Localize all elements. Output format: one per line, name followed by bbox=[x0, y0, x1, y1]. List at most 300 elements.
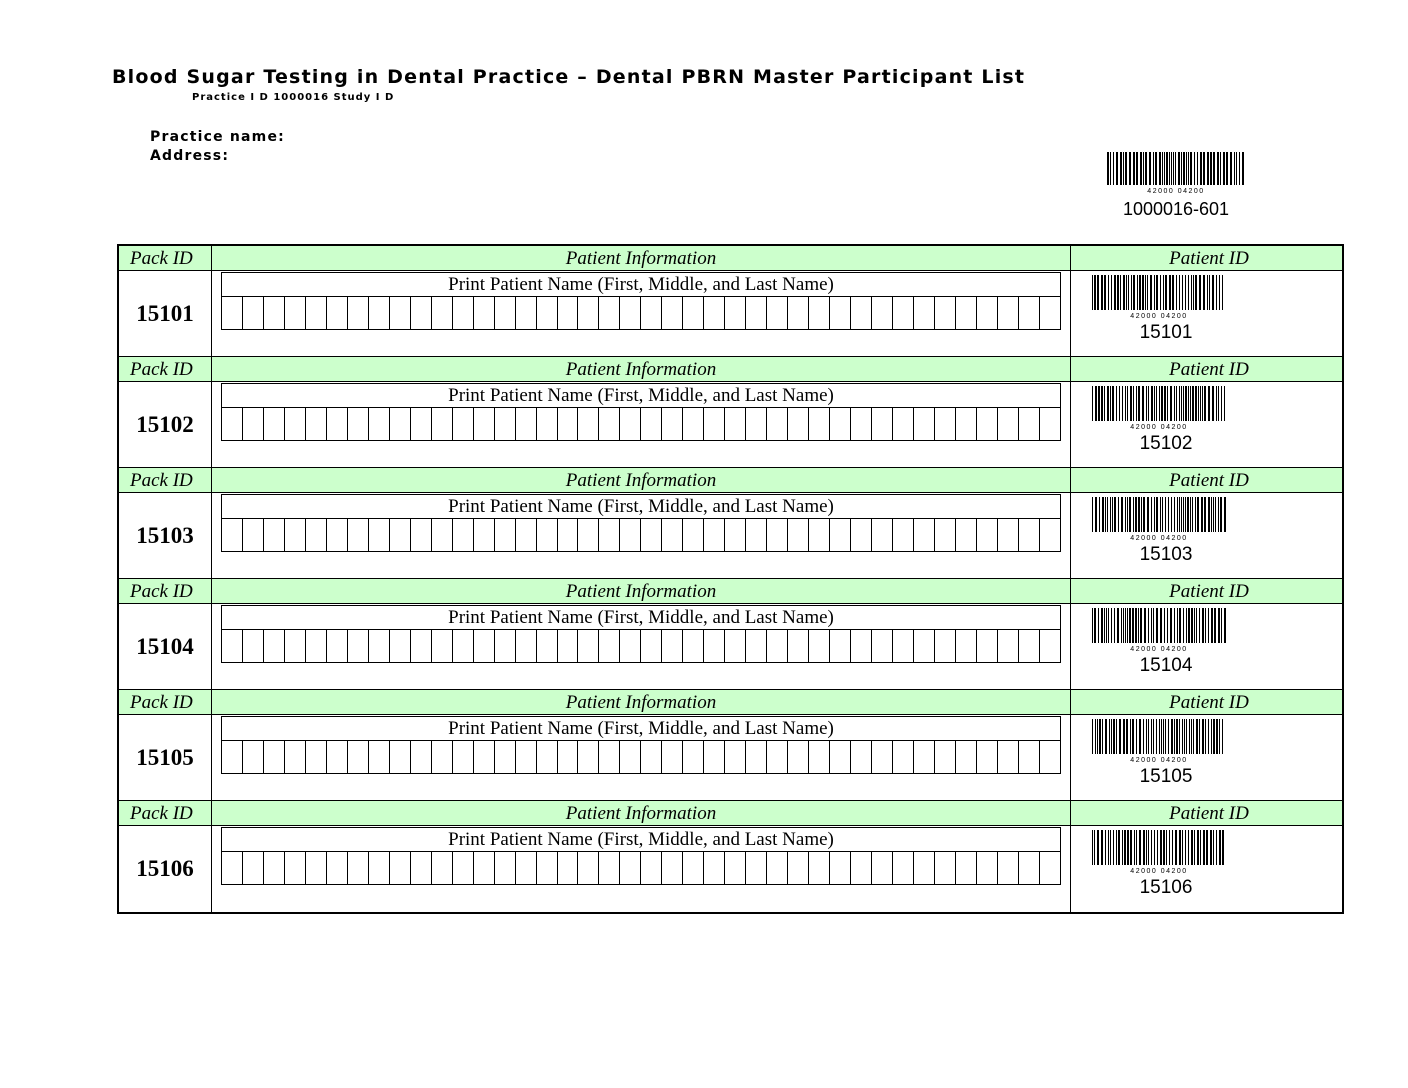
patient-name-letter-cells[interactable] bbox=[222, 519, 1060, 551]
letter-cell[interactable] bbox=[347, 741, 368, 773]
letter-cell[interactable] bbox=[347, 630, 368, 662]
barcode-bar bbox=[1224, 497, 1226, 532]
letter-cell[interactable] bbox=[284, 630, 305, 662]
patient-name-letter-cells[interactable] bbox=[222, 852, 1060, 884]
letter-cell[interactable] bbox=[431, 741, 452, 773]
letter-cell[interactable] bbox=[640, 741, 661, 773]
letter-cell[interactable] bbox=[389, 408, 410, 440]
barcode-bar bbox=[1129, 608, 1131, 643]
letter-cell[interactable] bbox=[724, 519, 745, 551]
letter-cell[interactable] bbox=[619, 741, 640, 773]
letter-cell[interactable] bbox=[787, 741, 808, 773]
letter-cell[interactable] bbox=[724, 630, 745, 662]
letter-cell[interactable] bbox=[284, 408, 305, 440]
letter-cell[interactable] bbox=[494, 408, 515, 440]
letter-cell[interactable] bbox=[577, 852, 598, 884]
letter-cell[interactable] bbox=[955, 741, 976, 773]
table-row bbox=[119, 715, 1342, 801]
letter-cell[interactable] bbox=[850, 297, 871, 329]
letter-cell[interactable] bbox=[1039, 519, 1060, 551]
letter-cell[interactable] bbox=[222, 741, 242, 773]
letter-cell[interactable] bbox=[745, 852, 766, 884]
letter-cell[interactable] bbox=[892, 741, 913, 773]
letter-cell[interactable] bbox=[871, 519, 892, 551]
barcode-bar bbox=[1116, 830, 1117, 865]
letter-cell[interactable] bbox=[808, 741, 829, 773]
letter-cell[interactable] bbox=[305, 408, 326, 440]
letter-cell[interactable] bbox=[473, 297, 494, 329]
letter-cell[interactable] bbox=[661, 297, 682, 329]
letter-cell[interactable] bbox=[976, 741, 997, 773]
letter-cell[interactable] bbox=[577, 630, 598, 662]
patient-name-box[interactable] bbox=[221, 716, 1061, 774]
letter-cell[interactable] bbox=[1018, 408, 1039, 440]
patient-barcode bbox=[1091, 830, 1227, 874]
letter-cell[interactable] bbox=[410, 741, 431, 773]
letter-cell[interactable] bbox=[955, 519, 976, 551]
letter-cell[interactable] bbox=[284, 852, 305, 884]
letter-cell[interactable] bbox=[808, 519, 829, 551]
letter-cell[interactable] bbox=[682, 297, 703, 329]
letter-cell[interactable] bbox=[557, 741, 578, 773]
letter-cell[interactable] bbox=[955, 852, 976, 884]
letter-cell[interactable] bbox=[347, 408, 368, 440]
letter-cell[interactable] bbox=[913, 408, 934, 440]
letter-cell[interactable] bbox=[1018, 630, 1039, 662]
barcode-bar bbox=[1092, 719, 1093, 754]
letter-cell[interactable] bbox=[640, 630, 661, 662]
letter-cell[interactable] bbox=[536, 297, 557, 329]
barcode-bar bbox=[1092, 497, 1093, 532]
letter-cell[interactable] bbox=[703, 519, 724, 551]
letter-cell[interactable] bbox=[242, 297, 263, 329]
letter-cell[interactable] bbox=[598, 852, 619, 884]
letter-cell[interactable] bbox=[871, 408, 892, 440]
letter-cell[interactable] bbox=[263, 297, 284, 329]
letter-cell[interactable] bbox=[494, 741, 515, 773]
barcode-bar bbox=[1196, 608, 1197, 643]
letter-cell[interactable] bbox=[808, 852, 829, 884]
letter-cell[interactable] bbox=[598, 297, 619, 329]
letter-cell[interactable] bbox=[787, 408, 808, 440]
letter-cell[interactable] bbox=[934, 408, 955, 440]
letter-cell[interactable] bbox=[515, 852, 536, 884]
letter-cell[interactable] bbox=[892, 408, 913, 440]
letter-cell[interactable] bbox=[557, 408, 578, 440]
letter-cell[interactable] bbox=[222, 630, 242, 662]
practice-name-label: Practice name: bbox=[150, 129, 285, 145]
letter-cell[interactable] bbox=[640, 519, 661, 551]
letter-cell[interactable] bbox=[850, 852, 871, 884]
letter-cell[interactable] bbox=[598, 741, 619, 773]
barcode-bar bbox=[1114, 497, 1116, 532]
letter-cell[interactable] bbox=[368, 741, 389, 773]
barcode-bar bbox=[1199, 608, 1200, 643]
participant-table bbox=[117, 244, 1344, 914]
barcode-bar bbox=[1159, 719, 1160, 754]
letter-cell[interactable] bbox=[1018, 741, 1039, 773]
table-row bbox=[119, 493, 1342, 579]
barcode-bar bbox=[1104, 386, 1105, 421]
letter-cell[interactable] bbox=[263, 630, 284, 662]
letter-cell[interactable] bbox=[703, 630, 724, 662]
letter-cell[interactable] bbox=[389, 519, 410, 551]
barcode-bar bbox=[1175, 152, 1176, 185]
letter-cell[interactable] bbox=[368, 852, 389, 884]
letter-cell[interactable] bbox=[1039, 297, 1060, 329]
letter-cell[interactable] bbox=[829, 297, 850, 329]
letter-cell[interactable] bbox=[976, 408, 997, 440]
patient-name-letter-cells[interactable] bbox=[222, 408, 1060, 440]
barcode-bar bbox=[1110, 152, 1111, 185]
letter-cell[interactable] bbox=[766, 297, 787, 329]
letter-cell[interactable] bbox=[934, 852, 955, 884]
pack-id: 15105 bbox=[119, 715, 212, 800]
letter-cell[interactable] bbox=[955, 630, 976, 662]
patient-name-box[interactable] bbox=[221, 272, 1061, 330]
letter-cell[interactable] bbox=[452, 519, 473, 551]
letter-cell[interactable] bbox=[661, 852, 682, 884]
letter-cell[interactable] bbox=[913, 519, 934, 551]
barcode-bar bbox=[1200, 830, 1201, 865]
letter-cell[interactable] bbox=[431, 297, 452, 329]
letter-cell[interactable] bbox=[682, 519, 703, 551]
letter-cell[interactable] bbox=[515, 741, 536, 773]
letter-cell[interactable] bbox=[368, 519, 389, 551]
letter-cell[interactable] bbox=[326, 741, 347, 773]
letter-cell[interactable] bbox=[473, 852, 494, 884]
letter-cell[interactable] bbox=[682, 852, 703, 884]
letter-cell[interactable] bbox=[389, 741, 410, 773]
letter-cell[interactable] bbox=[389, 852, 410, 884]
letter-cell[interactable] bbox=[452, 297, 473, 329]
barcode-bar bbox=[1191, 275, 1192, 310]
patient-name-letter-cells[interactable] bbox=[222, 297, 1060, 329]
letter-cell[interactable] bbox=[871, 741, 892, 773]
letter-cell[interactable] bbox=[473, 519, 494, 551]
letter-cell[interactable] bbox=[871, 297, 892, 329]
letter-cell[interactable] bbox=[242, 519, 263, 551]
barcode-bar bbox=[1164, 152, 1165, 185]
letter-cell[interactable] bbox=[577, 741, 598, 773]
letter-cell[interactable] bbox=[829, 741, 850, 773]
barcode-bar bbox=[1153, 719, 1154, 754]
letter-cell[interactable] bbox=[766, 630, 787, 662]
letter-cell[interactable] bbox=[452, 741, 473, 773]
letter-cell[interactable] bbox=[577, 408, 598, 440]
letter-cell[interactable] bbox=[829, 519, 850, 551]
letter-cell[interactable] bbox=[452, 630, 473, 662]
letter-cell[interactable] bbox=[494, 852, 515, 884]
letter-cell[interactable] bbox=[263, 408, 284, 440]
letter-cell[interactable] bbox=[787, 852, 808, 884]
patient-name-box[interactable] bbox=[221, 494, 1061, 552]
letter-cell[interactable] bbox=[892, 630, 913, 662]
letter-cell[interactable] bbox=[263, 519, 284, 551]
letter-cell[interactable] bbox=[871, 852, 892, 884]
letter-cell[interactable] bbox=[284, 741, 305, 773]
letter-cell[interactable] bbox=[326, 519, 347, 551]
letter-cell[interactable] bbox=[577, 297, 598, 329]
barcode-bar bbox=[1116, 386, 1117, 421]
letter-cell[interactable] bbox=[410, 297, 431, 329]
barcode-bar bbox=[1147, 275, 1148, 310]
letter-cell[interactable] bbox=[661, 408, 682, 440]
letter-cell[interactable] bbox=[724, 741, 745, 773]
letter-cell[interactable] bbox=[305, 741, 326, 773]
letter-cell[interactable] bbox=[934, 741, 955, 773]
letter-cell[interactable] bbox=[766, 852, 787, 884]
letter-cell[interactable] bbox=[305, 297, 326, 329]
barcode-bar bbox=[1187, 497, 1189, 532]
letter-cell[interactable] bbox=[892, 297, 913, 329]
letter-cell[interactable] bbox=[892, 519, 913, 551]
barcode-bar bbox=[1130, 719, 1131, 754]
patient-name-box[interactable] bbox=[221, 827, 1061, 885]
patient-barcode bbox=[1091, 608, 1227, 652]
letter-cell[interactable] bbox=[619, 852, 640, 884]
letter-cell[interactable] bbox=[997, 852, 1018, 884]
letter-cell[interactable] bbox=[410, 630, 431, 662]
letter-cell[interactable] bbox=[745, 630, 766, 662]
letter-cell[interactable] bbox=[745, 519, 766, 551]
letter-cell[interactable] bbox=[242, 408, 263, 440]
letter-cell[interactable] bbox=[745, 297, 766, 329]
letter-cell[interactable] bbox=[955, 297, 976, 329]
letter-cell[interactable] bbox=[242, 852, 263, 884]
letter-cell[interactable] bbox=[724, 852, 745, 884]
barcode-bar bbox=[1102, 719, 1103, 754]
letter-cell[interactable] bbox=[703, 741, 724, 773]
letter-cell[interactable] bbox=[682, 408, 703, 440]
letter-cell[interactable] bbox=[1039, 741, 1060, 773]
letter-cell[interactable] bbox=[598, 519, 619, 551]
letter-cell[interactable] bbox=[913, 741, 934, 773]
letter-cell[interactable] bbox=[368, 630, 389, 662]
patient-name-box[interactable] bbox=[221, 383, 1061, 441]
barcode-bar bbox=[1107, 497, 1108, 532]
letter-cell[interactable] bbox=[326, 408, 347, 440]
letter-cell[interactable] bbox=[976, 630, 997, 662]
practice-barcode-number: 1000016-601 bbox=[1122, 199, 1230, 219]
letter-cell[interactable] bbox=[494, 297, 515, 329]
letter-cell[interactable] bbox=[913, 297, 934, 329]
letter-cell[interactable] bbox=[787, 630, 808, 662]
patient-name-letter-cells[interactable] bbox=[222, 630, 1060, 662]
letter-cell[interactable] bbox=[347, 297, 368, 329]
letter-cell[interactable] bbox=[619, 519, 640, 551]
letter-cell[interactable] bbox=[222, 408, 242, 440]
barcode-bar bbox=[1199, 719, 1200, 754]
letter-cell[interactable] bbox=[976, 297, 997, 329]
letter-cell[interactable] bbox=[410, 519, 431, 551]
letter-cell[interactable] bbox=[829, 408, 850, 440]
letter-cell[interactable] bbox=[997, 408, 1018, 440]
letter-cell[interactable] bbox=[997, 630, 1018, 662]
letter-cell[interactable] bbox=[557, 630, 578, 662]
letter-cell[interactable] bbox=[724, 408, 745, 440]
letter-cell[interactable] bbox=[1018, 852, 1039, 884]
letter-cell[interactable] bbox=[347, 519, 368, 551]
letter-cell[interactable] bbox=[640, 852, 661, 884]
letter-cell[interactable] bbox=[997, 519, 1018, 551]
letter-cell[interactable] bbox=[934, 519, 955, 551]
letter-cell[interactable] bbox=[829, 852, 850, 884]
letter-cell[interactable] bbox=[222, 297, 242, 329]
letter-cell[interactable] bbox=[452, 852, 473, 884]
letter-cell[interactable] bbox=[389, 630, 410, 662]
letter-cell[interactable] bbox=[431, 519, 452, 551]
letter-cell[interactable] bbox=[871, 630, 892, 662]
barcode-bar bbox=[1223, 152, 1225, 185]
letter-cell[interactable] bbox=[955, 408, 976, 440]
letter-cell[interactable] bbox=[808, 630, 829, 662]
barcode-bar bbox=[1133, 275, 1135, 310]
patient-barcode bbox=[1091, 719, 1227, 763]
letter-cell[interactable] bbox=[976, 852, 997, 884]
letter-cell[interactable] bbox=[1018, 519, 1039, 551]
letter-cell[interactable] bbox=[934, 630, 955, 662]
letter-cell[interactable] bbox=[452, 408, 473, 440]
barcode-bar bbox=[1171, 152, 1172, 185]
barcode-bar bbox=[1197, 497, 1199, 532]
letter-cell[interactable] bbox=[515, 297, 536, 329]
letter-cell[interactable] bbox=[263, 741, 284, 773]
letter-cell[interactable] bbox=[536, 408, 557, 440]
letter-cell[interactable] bbox=[934, 297, 955, 329]
letter-cell[interactable] bbox=[494, 519, 515, 551]
letter-cell[interactable] bbox=[619, 408, 640, 440]
barcode-digits: 42000 04200 bbox=[1130, 535, 1188, 541]
letter-cell[interactable] bbox=[494, 630, 515, 662]
letter-cell[interactable] bbox=[745, 741, 766, 773]
letter-cell[interactable] bbox=[1039, 408, 1060, 440]
letter-cell[interactable] bbox=[808, 408, 829, 440]
letter-cell[interactable] bbox=[536, 519, 557, 551]
letter-cell[interactable] bbox=[661, 630, 682, 662]
barcode-bar bbox=[1162, 152, 1163, 185]
letter-cell[interactable] bbox=[473, 408, 494, 440]
letter-cell[interactable] bbox=[557, 852, 578, 884]
barcode-bar bbox=[1169, 152, 1170, 185]
letter-cell[interactable] bbox=[222, 519, 242, 551]
letter-cell[interactable] bbox=[829, 630, 850, 662]
letter-cell[interactable] bbox=[1039, 852, 1060, 884]
letter-cell[interactable] bbox=[1018, 297, 1039, 329]
letter-cell[interactable] bbox=[222, 852, 242, 884]
letter-cell[interactable] bbox=[305, 519, 326, 551]
letter-cell[interactable] bbox=[515, 519, 536, 551]
letter-cell[interactable] bbox=[326, 852, 347, 884]
letter-cell[interactable] bbox=[515, 630, 536, 662]
letter-cell[interactable] bbox=[682, 630, 703, 662]
letter-cell[interactable] bbox=[913, 852, 934, 884]
letter-cell[interactable] bbox=[557, 519, 578, 551]
letter-cell[interactable] bbox=[242, 630, 263, 662]
participant-block bbox=[119, 801, 1342, 912]
letter-cell[interactable] bbox=[766, 408, 787, 440]
letter-cell[interactable] bbox=[536, 741, 557, 773]
letter-cell[interactable] bbox=[473, 630, 494, 662]
letter-cell[interactable] bbox=[305, 852, 326, 884]
letter-cell[interactable] bbox=[640, 408, 661, 440]
letter-cell[interactable] bbox=[703, 297, 724, 329]
letter-cell[interactable] bbox=[515, 408, 536, 440]
letter-cell[interactable] bbox=[410, 408, 431, 440]
letter-cell[interactable] bbox=[850, 408, 871, 440]
letter-cell[interactable] bbox=[997, 297, 1018, 329]
letter-cell[interactable] bbox=[850, 519, 871, 551]
letter-cell[interactable] bbox=[661, 519, 682, 551]
letter-cell[interactable] bbox=[682, 741, 703, 773]
letter-cell[interactable] bbox=[431, 408, 452, 440]
patient-name-letter-cells[interactable] bbox=[222, 741, 1060, 773]
letter-cell[interactable] bbox=[577, 519, 598, 551]
letter-cell[interactable] bbox=[263, 852, 284, 884]
letter-cell[interactable] bbox=[284, 297, 305, 329]
letter-cell[interactable] bbox=[619, 297, 640, 329]
letter-cell[interactable] bbox=[808, 297, 829, 329]
letter-cell[interactable] bbox=[284, 519, 305, 551]
letter-cell[interactable] bbox=[703, 852, 724, 884]
letter-cell[interactable] bbox=[766, 519, 787, 551]
letter-cell[interactable] bbox=[850, 741, 871, 773]
letter-cell[interactable] bbox=[997, 741, 1018, 773]
letter-cell[interactable] bbox=[787, 519, 808, 551]
letter-cell[interactable] bbox=[1039, 630, 1060, 662]
letter-cell[interactable] bbox=[557, 297, 578, 329]
letter-cell[interactable] bbox=[536, 852, 557, 884]
letter-cell[interactable] bbox=[619, 630, 640, 662]
letter-cell[interactable] bbox=[850, 630, 871, 662]
letter-cell[interactable] bbox=[473, 741, 494, 773]
barcode-bar bbox=[1123, 608, 1124, 643]
letter-cell[interactable] bbox=[913, 630, 934, 662]
letter-cell[interactable] bbox=[976, 519, 997, 551]
letter-cell[interactable] bbox=[703, 408, 724, 440]
letter-cell[interactable] bbox=[787, 297, 808, 329]
letter-cell[interactable] bbox=[431, 852, 452, 884]
letter-cell[interactable] bbox=[640, 297, 661, 329]
patient-name-box[interactable] bbox=[221, 605, 1061, 663]
letter-cell[interactable] bbox=[368, 408, 389, 440]
letter-cell[interactable] bbox=[661, 741, 682, 773]
letter-cell[interactable] bbox=[326, 630, 347, 662]
letter-cell[interactable] bbox=[368, 297, 389, 329]
barcode-bar bbox=[1192, 386, 1194, 421]
letter-cell[interactable] bbox=[305, 630, 326, 662]
letter-cell[interactable] bbox=[326, 297, 347, 329]
letter-cell[interactable] bbox=[745, 408, 766, 440]
letter-cell[interactable] bbox=[410, 852, 431, 884]
barcode-bar bbox=[1179, 386, 1180, 421]
letter-cell[interactable] bbox=[389, 297, 410, 329]
barcode-bar bbox=[1108, 830, 1109, 865]
barcode-bar bbox=[1113, 830, 1114, 865]
letter-cell[interactable] bbox=[242, 741, 263, 773]
letter-cell[interactable] bbox=[536, 630, 557, 662]
letter-cell[interactable] bbox=[347, 852, 368, 884]
letter-cell[interactable] bbox=[598, 630, 619, 662]
barcode-bar bbox=[1179, 497, 1180, 532]
barcode-bar bbox=[1095, 386, 1097, 421]
letter-cell[interactable] bbox=[892, 852, 913, 884]
letter-cell[interactable] bbox=[724, 297, 745, 329]
letter-cell[interactable] bbox=[431, 630, 452, 662]
letter-cell[interactable] bbox=[598, 408, 619, 440]
letter-cell[interactable] bbox=[766, 741, 787, 773]
barcode-bar bbox=[1138, 497, 1140, 532]
